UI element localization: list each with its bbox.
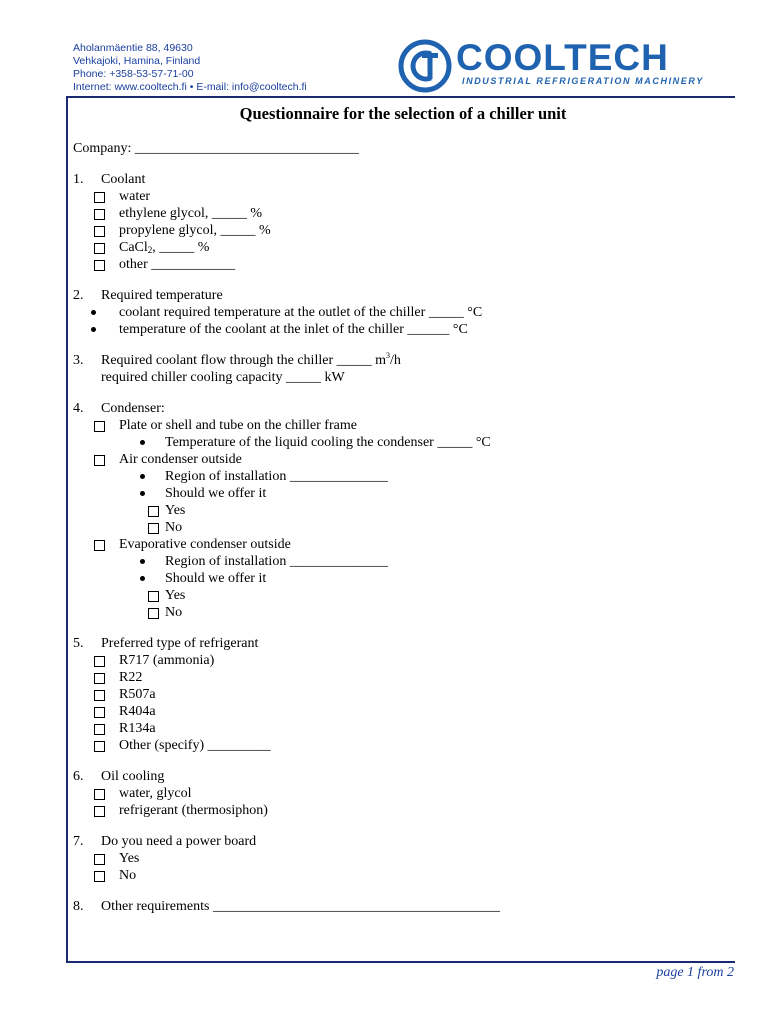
frame-left-rule — [66, 96, 68, 962]
question-label: Do you need a power board — [101, 834, 257, 849]
option-label: No — [165, 605, 183, 620]
option-label: Other (specify) _________ — [119, 738, 271, 753]
option-label — [119, 239, 209, 256]
flow-prefix: Required coolant flow through the chiller _____ m — [101, 353, 386, 368]
option-other[interactable] — [73, 256, 359, 273]
power-board-no[interactable] — [73, 867, 359, 884]
item-label: Should we offer it — [165, 486, 267, 501]
cacl-subscript: 2 — [147, 245, 153, 255]
frame-bottom-rule — [66, 961, 735, 963]
checkbox[interactable] — [148, 523, 159, 534]
checkbox[interactable] — [94, 243, 105, 254]
option-label: R404a — [119, 704, 156, 719]
checkbox[interactable] — [94, 209, 105, 220]
checkbox[interactable] — [94, 540, 105, 551]
question-number: 5. — [73, 636, 84, 651]
option-label: No — [119, 868, 137, 883]
questionnaire-body — [73, 140, 500, 915]
option-label: Yes — [165, 588, 186, 603]
checkbox[interactable] — [94, 707, 105, 718]
option-other-refrigerant[interactable] — [73, 737, 359, 754]
item-label: Temperature of the liquid cooling the condenser _____ °C — [165, 435, 491, 450]
bullet-icon — [140, 491, 145, 496]
option-label: R507a — [119, 687, 156, 702]
question-label: Preferred type of refrigerant — [101, 636, 259, 651]
page-number: page 1 from 2 — [656, 965, 734, 980]
bullet-icon — [91, 327, 96, 332]
address-line: Aholanmäentie 88, 49630 — [73, 42, 193, 54]
bullet-icon — [140, 440, 145, 445]
frame-top-rule — [66, 96, 735, 98]
logo-emblem-icon — [398, 39, 452, 93]
condenser-liquid-temperature[interactable] — [73, 434, 491, 451]
air-offer-no[interactable] — [73, 519, 359, 536]
option-label: Evaporative condenser outside — [119, 537, 291, 552]
option-label: R22 — [119, 670, 143, 685]
option-propylene-glycol[interactable] — [73, 222, 359, 239]
cooling-capacity-item[interactable] — [73, 369, 359, 386]
question-label: Coolant — [101, 172, 146, 187]
question-number: 2. — [73, 288, 84, 303]
question-7 — [73, 833, 359, 850]
evap-offer-item — [73, 570, 359, 587]
checkbox[interactable] — [94, 192, 105, 203]
option-air-condenser[interactable] — [73, 451, 359, 468]
flow-suffix: /h — [390, 353, 401, 368]
question-number: 1. — [73, 172, 84, 187]
company-address — [73, 42, 307, 94]
evap-offer-yes[interactable] — [73, 587, 359, 604]
checkbox[interactable] — [94, 806, 105, 817]
option-r22[interactable] — [73, 669, 359, 686]
option-water[interactable] — [73, 188, 359, 205]
question-4 — [73, 400, 359, 417]
checkbox[interactable] — [94, 854, 105, 865]
company-label: Company: ________________________________ — [73, 141, 359, 156]
question-6 — [73, 768, 359, 785]
bullet-icon — [140, 559, 145, 564]
question-5 — [73, 635, 359, 652]
option-r134a[interactable] — [73, 720, 359, 737]
checkbox[interactable] — [148, 506, 159, 517]
checkbox[interactable] — [148, 608, 159, 619]
question-label: Condenser: — [101, 401, 165, 416]
air-region-item[interactable] — [73, 468, 388, 485]
evap-region-item[interactable] — [73, 553, 388, 570]
question-number: 7. — [73, 834, 84, 849]
option-refrigerant-thermosiphon[interactable] — [73, 802, 359, 819]
option-label: water — [119, 189, 151, 204]
option-plate-condenser[interactable] — [73, 417, 359, 434]
option-cacl2[interactable] — [73, 239, 359, 256]
outlet-temperature-item[interactable] — [73, 304, 483, 321]
question-number: 8. — [73, 899, 84, 914]
option-label: water, glycol — [119, 786, 192, 801]
logo-tagline: INDUSTRIAL REFRIGERATION MACHINERY — [462, 76, 704, 86]
air-offer-yes[interactable] — [73, 502, 359, 519]
address-line: Vehkajoki, Hamina, Finland — [73, 55, 201, 67]
cacl-suffix: , _____ % — [152, 240, 210, 255]
checkbox[interactable] — [94, 724, 105, 735]
power-board-yes[interactable] — [73, 850, 359, 867]
option-evaporative-condenser[interactable] — [73, 536, 359, 553]
option-label: R134a — [119, 721, 156, 736]
cacl-prefix: CaCl — [119, 240, 148, 255]
cooltech-logo — [398, 37, 738, 92]
question-3[interactable] — [73, 351, 401, 369]
option-label: ethylene glycol, _____ % — [119, 206, 263, 221]
cooling-capacity-label: required chiller cooling capacity _____ kW — [101, 370, 345, 385]
checkbox[interactable] — [94, 789, 105, 800]
option-label: propylene glycol, _____ % — [119, 223, 271, 238]
bullet-icon — [140, 474, 145, 479]
option-label: Plate or shell and tube on the chiller frame — [119, 418, 357, 433]
document-title: Questionnaire for the selection of a chiller unit — [239, 104, 567, 123]
phone-line: Phone: +358-53-57-71-00 — [73, 68, 194, 80]
question-number: 4. — [73, 401, 84, 416]
flow-superscript: 3 — [386, 351, 390, 360]
option-ethylene-glycol[interactable] — [73, 205, 359, 222]
checkbox[interactable] — [94, 260, 105, 271]
question-label: Oil cooling — [101, 769, 165, 784]
option-label: refrigerant (thermosiphon) — [119, 803, 268, 818]
company-field[interactable] — [73, 140, 359, 157]
option-label: Yes — [165, 503, 186, 518]
checkbox[interactable] — [94, 690, 105, 701]
item-label: Should we offer it — [165, 571, 267, 586]
logo-wordmark: COOLTECH — [456, 37, 669, 78]
coolant-flow-label — [101, 352, 401, 369]
bullet-icon — [140, 576, 145, 581]
option-label: Yes — [119, 851, 140, 866]
item-label: temperature of the coolant at the inlet of the chiller ______ °C — [119, 322, 468, 337]
checkbox[interactable] — [94, 226, 105, 237]
option-label: Air condenser outside — [119, 452, 242, 467]
question-number: 3. — [73, 353, 84, 368]
question-number: 6. — [73, 769, 84, 784]
option-r717[interactable] — [73, 652, 359, 669]
item-label: Region of installation ______________ — [165, 469, 388, 484]
evap-offer-no[interactable] — [73, 604, 359, 621]
option-label: No — [165, 520, 183, 535]
checkbox[interactable] — [94, 656, 105, 667]
item-label: coolant required temperature at the outlet of the chiller _____ °C — [119, 305, 483, 320]
option-r404a[interactable] — [73, 703, 359, 720]
option-label: other ____________ — [119, 257, 236, 272]
question-8[interactable] — [73, 898, 500, 915]
option-r507a[interactable] — [73, 686, 359, 703]
checkbox[interactable] — [94, 455, 105, 466]
other-requirements-label: Other requirements _________________________________________ — [101, 899, 500, 914]
question-label: Required temperature — [101, 288, 223, 303]
bullet-icon — [91, 310, 96, 315]
checkbox[interactable] — [94, 673, 105, 684]
inlet-temperature-item[interactable] — [73, 321, 468, 338]
checkbox[interactable] — [148, 591, 159, 602]
air-offer-item — [73, 485, 359, 502]
question-2 — [73, 287, 359, 304]
question-1 — [73, 171, 359, 188]
checkbox[interactable] — [94, 871, 105, 882]
checkbox[interactable] — [94, 741, 105, 752]
contact-line: Internet: www.cooltech.fi • E-mail: info@cooltech.fi — [73, 81, 307, 93]
option-water-glycol[interactable] — [73, 785, 359, 802]
item-label: Region of installation ______________ — [165, 554, 388, 569]
checkbox[interactable] — [94, 421, 105, 432]
option-label: R717 (ammonia) — [119, 653, 215, 668]
